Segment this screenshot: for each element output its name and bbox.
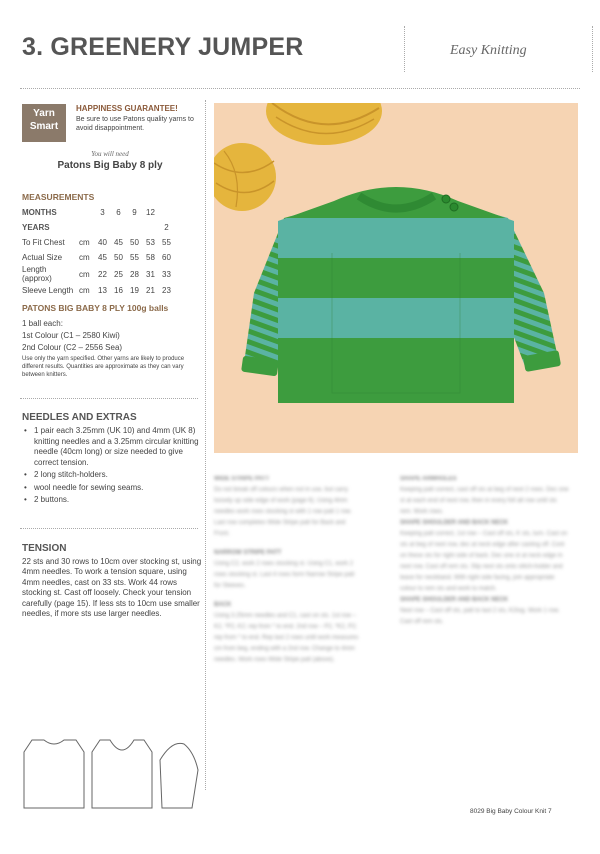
pattern-diagrams (22, 730, 202, 815)
table-cell: 25 (114, 269, 123, 279)
list-item: • wool needle for sewing seams. (22, 483, 202, 494)
table-cell: 28 (130, 269, 139, 279)
table-cell: 19 (130, 286, 139, 295)
section-heading: SHAPE ARMHOLES (400, 476, 457, 482)
row-unit: cm (79, 286, 90, 295)
months-label: MONTHS (22, 208, 57, 217)
table-cell: 33 (162, 269, 171, 279)
table-cell (128, 220, 144, 235)
page-footer: 8029 Big Baby Colour Knit 7 (470, 808, 552, 815)
table-cell: 60 (162, 253, 171, 262)
yarn-note: Use only the yarn specified. Other yarns are likely to produce different results. Quantities are approximate as they can vary between knitters. (22, 356, 185, 378)
guarantee-text: Be sure to use Patons quality yarns to avoid disappointment. (76, 116, 194, 132)
measurements-heading: MEASUREMENTS (22, 192, 95, 202)
table-cell: 22 (98, 269, 107, 279)
row-label: Length (approx) (22, 265, 52, 283)
list-item: • 2 buttons. (22, 495, 202, 506)
measurements-table (22, 205, 176, 298)
jumper-photo (214, 103, 578, 453)
header-divider (404, 26, 405, 72)
row-unit: cm (79, 238, 90, 247)
section-heading: WIDE STRIPE PATT (214, 476, 270, 482)
section-heading: SHAPE SHOULDER AND BACK NECK (400, 597, 509, 603)
list-item: • 2 long stitch-holders. (22, 470, 202, 481)
table-row (22, 220, 176, 235)
table-cell: 16 (114, 286, 123, 295)
table-cell: 2 (164, 223, 169, 232)
needles-heading: NEEDLES AND EXTRAS (22, 412, 137, 423)
instructions-column (214, 474, 362, 666)
instructions-column (400, 474, 570, 628)
row-unit: cm (79, 269, 90, 279)
table-cell (144, 220, 160, 235)
balls-line: 1st Colour (C1 – 2580 Kiwi) (22, 331, 120, 340)
row-label: Sleeve Length (22, 286, 74, 295)
table-cell: 23 (162, 286, 171, 295)
guarantee-title: HAPPINESS GUARANTEE! (76, 104, 178, 113)
table-cell: 45 (114, 238, 123, 247)
tension-text: 22 sts and 30 rows to 10cm over stocking st, using 4mm needles. To work a tension square, using 4mm needles, cast on 33 sts. Work 44 rows stocking st. Cast off loosely. Check your tension carefully (page 15). If less sts to 10cm use smaller needles, if more sts use larger needles. (22, 557, 202, 619)
row-label: Actual Size (22, 253, 63, 262)
badge-line: Smart (29, 121, 59, 132)
section-body: Keeping patt correct, cast off sts at beg of next 2 rows. Dec one st at each end of next row, then in every foll alt row until sts rem. Work rows. (400, 487, 569, 515)
list-item: • 1 pair each 3.25mm (UK 10) and 4mm (UK 8) knitting needles and a 3.25mm circular knitting needle (40cm long) or size needed to give correct tension. (22, 426, 202, 468)
table-cell: 40 (98, 238, 107, 247)
yarn-name: Patons Big Baby 8 ply (57, 160, 163, 171)
header-edge (592, 26, 593, 72)
table-cell: 6 (116, 208, 121, 217)
section-body: Do not break off colours when not in use, but carry loosely up side edge of work (page 6). Using 4mm needles work rows stocking st with 1 row patt 1 row. Last row completes Wide Stripe patt for Back and Front. (214, 487, 352, 537)
table-row (22, 205, 176, 220)
badge-line: Yarn (33, 108, 55, 119)
table-row (22, 265, 176, 283)
section-heading: BACK (214, 602, 232, 608)
sleeve-diagram (160, 743, 198, 808)
button-icon (442, 195, 450, 203)
table-cell: 45 (98, 253, 107, 262)
table-cell (160, 205, 176, 220)
balls-heading: PATONS BIG BABY 8 PLY 100g balls (22, 303, 169, 313)
table-cell: 58 (146, 253, 155, 262)
years-label: YEARS (22, 223, 50, 232)
column-divider (205, 100, 206, 790)
table-row (22, 235, 176, 250)
table-cell (112, 220, 128, 235)
section-rule (20, 398, 198, 399)
front-diagram (92, 740, 152, 808)
you-need-label: You will need (91, 150, 129, 158)
section-body: Using 3.25mm needles and C1, cast on sts. 1st row – K2, *P2, K2; rep from * to end. 2nd row – P2, *K2, P2; rep from * to end. Rep last 2 rows until work measures cm from beg, ending with a 2nd row. Change to 4mm needles. Work rows Wide Stripe patt (above). (214, 613, 359, 663)
table-cell: 53 (146, 238, 155, 247)
page-title: 3. GREENERY JUMPER (22, 33, 304, 61)
row-unit: cm (79, 253, 90, 262)
header-rule (20, 88, 580, 89)
section-body: Keeping patt correct, 1st row – Cast off sts, K sts, turn. Cast on sts at beg of next row, dec at neck edge after casting off. Cont on these sts for right side of back. Dec one st at neck edge in next row. Cast off rem sts. Slip next sts onto stitch-holder and leave for neckband. With right side facing, join appropriate colour to rem sts and work to match. (400, 531, 568, 592)
table-cell: 55 (162, 238, 171, 247)
button-icon (450, 203, 458, 211)
section-body: Using C2, work 2 rows stocking st. Using C1, work 2 rows stocking st. Last 4 rows form Narrow Stripe patt for Sleeves. (214, 561, 355, 589)
table-cell: 3 (100, 208, 105, 217)
table-row (22, 283, 176, 298)
row-label: To Fit Chest (22, 238, 65, 247)
table-cell: 31 (146, 269, 155, 279)
table-cell: 55 (130, 253, 139, 262)
yarn-smart-badge (22, 104, 66, 142)
table-cell: 13 (98, 286, 107, 295)
section-body: Next row – Cast off sts, patt to last 2 sts, K2tog. Work 1 row. Cast off rem sts. (400, 608, 560, 625)
tension-heading: TENSION (22, 543, 67, 554)
table-cell: 50 (130, 238, 139, 247)
table-cell: 50 (114, 253, 123, 262)
balls-line: 2nd Colour (C2 – 2556 Sea) (22, 343, 123, 352)
table-cell (96, 220, 112, 235)
section-heading: NARROW STRIPE PATT (214, 550, 282, 556)
page-subtitle: Easy Knitting (450, 43, 527, 58)
balls-info (22, 318, 122, 354)
table-row (22, 250, 176, 265)
back-diagram (24, 740, 84, 808)
balls-line: 1 ball each: (22, 319, 63, 328)
table-cell: 12 (146, 208, 155, 217)
section-rule (20, 528, 198, 529)
needles-list (22, 426, 202, 508)
table-cell: 9 (132, 208, 137, 217)
section-heading: SHAPE SHOULDER AND BACK NECK (400, 520, 509, 526)
table-cell: 21 (146, 286, 155, 295)
